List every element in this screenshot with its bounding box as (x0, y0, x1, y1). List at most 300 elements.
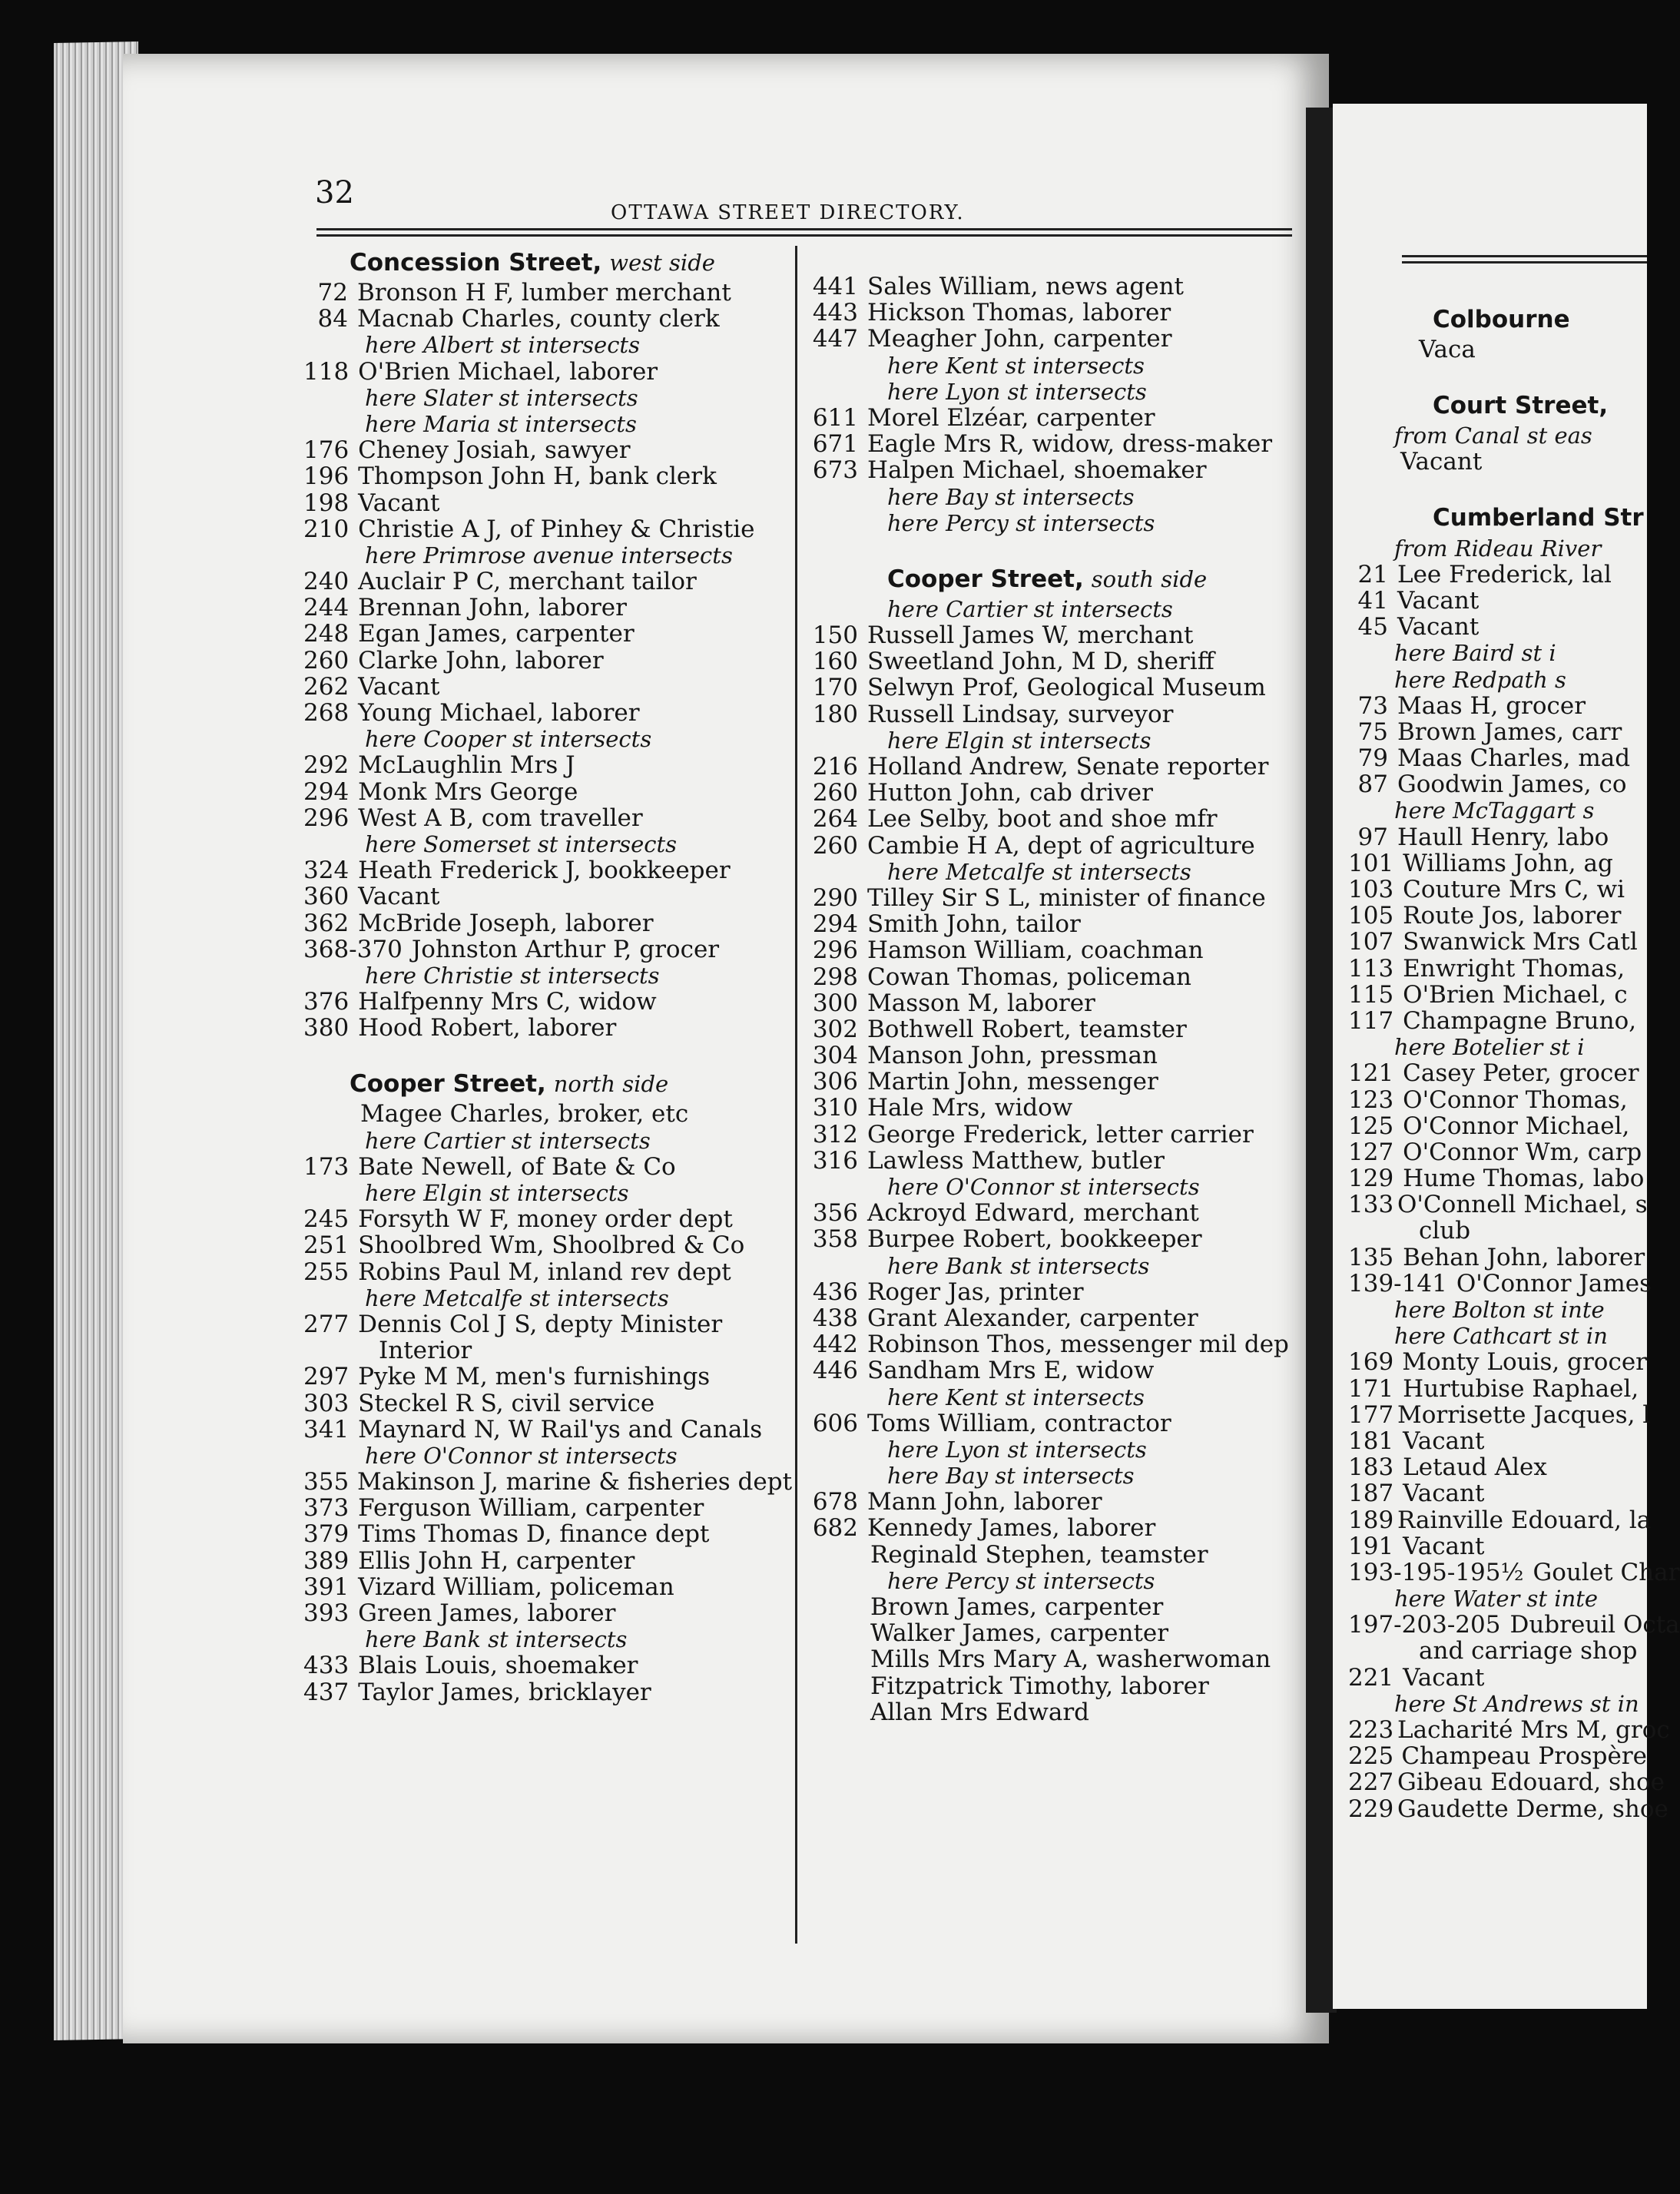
resident-entry: Clarke John, laborer (358, 646, 604, 674)
house-number: 87 (1357, 771, 1388, 799)
house-number: 682 (812, 1514, 858, 1543)
resident-entry: Mann John, laborer (867, 1488, 1102, 1516)
resident-entry: Haull Henry, labo (1397, 823, 1609, 851)
house-number: 180 (812, 700, 858, 728)
directory-entry (803, 300, 1294, 326)
house-number: 262 (303, 672, 350, 701)
house-number: 606 (812, 1409, 858, 1437)
intersection-note: here Bank st intersects (365, 1626, 628, 1653)
directory-entry (303, 568, 784, 595)
house-number: 294 (303, 777, 350, 806)
directory-entry (303, 1679, 784, 1705)
directory-entry (303, 1015, 784, 1041)
directory-entry (303, 700, 784, 726)
resident-entry: Champeau Prospère (1401, 1742, 1647, 1771)
house-number: 358 (812, 1225, 858, 1254)
resident-entry: Forsyth W F, money order dept (358, 1205, 733, 1234)
street-name: Colbourne (1433, 305, 1570, 333)
resident-entry: Kennedy James, laborer (867, 1514, 1156, 1543)
house-number: 75 (1357, 718, 1388, 746)
directory-entry (1348, 1139, 1647, 1165)
resident-entry: Maynard N, W Rail'ys and Canals (358, 1415, 763, 1443)
intersection-note: here Slater st intersects (365, 384, 638, 411)
house-number: 356 (812, 1199, 858, 1228)
directory-entry (303, 910, 784, 936)
resident-entry: O'Brien Michael, c (1403, 980, 1628, 1009)
house-number (803, 1646, 870, 1672)
resident-entry: Maas Charles, mad (1397, 744, 1631, 773)
resident-entry: Goulet Char (1533, 1558, 1680, 1586)
resident-entry: Cowan Thomas, policeman (867, 963, 1191, 991)
directory-entry (1348, 1480, 1647, 1506)
directory-entry (803, 1410, 1294, 1437)
street-heading (1348, 502, 1647, 535)
resident-entry: Selwyn Prof, Geological Museum (867, 674, 1266, 702)
directory-entry (803, 1673, 1294, 1699)
house-number: 447 (812, 325, 858, 353)
resident-entry: Bronson H F, lumber merchant (357, 279, 731, 307)
directory-entry (803, 457, 1294, 483)
directory-entry (303, 936, 784, 963)
directory-entry (303, 490, 784, 516)
directory-entry (1348, 1795, 1668, 1823)
resident-entry: Monty Louis, grocer (1402, 1348, 1647, 1377)
directory-entry (1348, 1165, 1647, 1191)
resident-entry: Egan James, carpenter (358, 620, 635, 648)
resident-entry: Sandham Mrs E, widow (867, 1357, 1155, 1385)
house-number: 193-195-195½ (1348, 1558, 1524, 1586)
house-number: 72 (317, 279, 348, 307)
street-name: Cumberland Str (1433, 504, 1644, 532)
house-number (803, 1594, 870, 1620)
directory-entry (803, 1148, 1294, 1174)
house-number: 268 (303, 699, 350, 727)
directory-entry (803, 780, 1294, 806)
resident-entry: Hood Robert, laborer (358, 1014, 617, 1042)
street-name: Cooper Street, (350, 1070, 546, 1099)
directory-entry (303, 883, 784, 910)
resident-entry: Casey Peter, grocer (1403, 1059, 1639, 1088)
resident-entry: O'Connell Michael, s (1397, 1191, 1648, 1219)
resident-entry: Burpee Robert, bookkeeper (867, 1225, 1202, 1254)
resident-entry: Blais Louis, shoemaker (358, 1652, 638, 1680)
street-name: Concession Street, (350, 248, 602, 277)
house-number: 393 (303, 1599, 350, 1627)
directory-entry (1348, 745, 1647, 771)
directory-entry (303, 1154, 784, 1180)
house-number: 227 (1348, 1768, 1394, 1797)
directory-entry (803, 405, 1294, 431)
street-heading (1348, 303, 1647, 336)
directory-entry (803, 1122, 1294, 1148)
directory-entry (303, 437, 784, 463)
resident-entry: Makinson J, marine & fisheries dept (357, 1468, 793, 1496)
directory-entry (803, 1042, 1294, 1069)
house-number: 73 (1357, 691, 1388, 720)
directory-entry (303, 779, 784, 805)
directory-entry (303, 857, 784, 883)
resident-entry: Goodwin James, co (1397, 771, 1627, 799)
intersection-note: here Baird st i (1394, 640, 1556, 667)
resident-entry: Vacant (1403, 1532, 1485, 1560)
resident-entry: Tilley Sir S L, minister of finance (867, 883, 1266, 912)
resident-entry: Russell James W, merchant (867, 621, 1194, 650)
house-number: 304 (812, 1042, 858, 1070)
resident-entry: George Frederick, letter carrier (867, 1120, 1254, 1148)
directory-entry (1348, 1400, 1651, 1429)
house-number: 260 (303, 646, 350, 674)
resident-entry: Hale Mrs, widow (867, 1094, 1073, 1122)
house-number: 177 (1348, 1400, 1394, 1429)
directory-entry (303, 1600, 784, 1626)
house-number: 117 (1348, 1006, 1394, 1035)
house-number: 302 (812, 1015, 858, 1043)
house-number: 433 (303, 1652, 350, 1680)
house-number: 221 (1348, 1663, 1394, 1692)
book-gutter (1306, 108, 1337, 2013)
resident-entry: Pyke M M, men's furnishings (358, 1363, 711, 1391)
resident-entry: Masson M, laborer (867, 989, 1095, 1017)
house-number: 216 (812, 753, 858, 780)
house-number: 191 (1348, 1532, 1394, 1560)
directory-entry (803, 1305, 1294, 1331)
intersection-note: here O'Connor st intersects (887, 1174, 1200, 1200)
house-number: 380 (303, 1014, 350, 1042)
directory-entry (803, 1620, 1294, 1646)
intersection-note: here Elgin st intersects (887, 727, 1151, 754)
resident-entry: Meagher John, carpenter (867, 325, 1172, 353)
entry-continuation: Interior (379, 1337, 472, 1365)
directory-entry (1348, 449, 1647, 475)
resident-entry: Auclair P C, merchant tailor (358, 568, 697, 596)
street-heading (303, 246, 784, 280)
section-spacer (1348, 277, 1647, 303)
house-number: 107 (1348, 928, 1394, 956)
house-number: 316 (812, 1146, 858, 1175)
house-number: 292 (303, 751, 350, 780)
house-number: 341 (303, 1415, 350, 1443)
resident-entry: Vacant (1403, 1427, 1485, 1455)
house-number: 183 (1348, 1453, 1394, 1482)
resident-entry: Vacant (358, 489, 440, 517)
directory-entry (1348, 719, 1647, 745)
directory-entry (1348, 1716, 1670, 1744)
street-side: north side (553, 1071, 669, 1098)
directory-entry (1348, 1506, 1652, 1534)
house-number: 210 (303, 515, 350, 543)
directory-entry (1348, 1087, 1647, 1113)
intersection-note: here Redpath s (1394, 666, 1566, 693)
directory-entry (803, 326, 1294, 352)
directory-entry (803, 990, 1294, 1016)
house-number: 673 (812, 456, 858, 485)
directory-entry (303, 1259, 784, 1285)
column-divider (795, 246, 797, 1944)
resident-entry: Hamson William, coachman (867, 936, 1204, 965)
directory-entry (1348, 1768, 1665, 1797)
house-number: 187 (1348, 1480, 1394, 1508)
house-number: 306 (812, 1068, 858, 1096)
directory-entry (1348, 693, 1647, 719)
resident-entry: Manson John, pressman (867, 1042, 1158, 1070)
street-side: west side (609, 249, 715, 276)
directory-entry (303, 1417, 784, 1443)
directory-entry (1348, 1244, 1647, 1271)
resident-entry: Steckel R S, civil service (358, 1389, 655, 1417)
house-number: 297 (303, 1363, 350, 1391)
resident-entry: Johnston Arthur P, grocer (411, 935, 720, 963)
house-number: 127 (1348, 1138, 1394, 1166)
directory-entry (1348, 588, 1647, 614)
resident-entry: O'Connor James (1456, 1269, 1652, 1298)
directory-entry (303, 1311, 784, 1337)
resident-entry: Thompson John H, bank clerk (358, 462, 717, 491)
resident-entry: Halpen Michael, shoemaker (867, 456, 1207, 485)
resident-entry: Maas H, grocer (1397, 691, 1586, 720)
directory-entry (1348, 771, 1647, 797)
house-number: 368-370 (303, 935, 403, 963)
directory-entry (803, 1542, 1294, 1568)
house-number: 277 (303, 1310, 350, 1338)
directory-entry (1348, 1113, 1647, 1139)
column-cumberland-street (1348, 277, 1680, 1823)
directory-entry (803, 911, 1294, 937)
house-number: 436 (812, 1278, 858, 1306)
resident-entry: Morel Elzéar, carpenter (867, 403, 1155, 432)
intersection-note: here Water st inte (1394, 1586, 1599, 1612)
house-number: 678 (812, 1488, 858, 1516)
header-rule-bottom (316, 234, 1292, 237)
resident-entry: Eagle Mrs R, widow, dress-maker (867, 430, 1273, 459)
directory-entry (803, 1331, 1294, 1357)
house-number: 312 (812, 1120, 858, 1148)
house-number: 251 (303, 1231, 350, 1260)
house-number: 125 (1348, 1112, 1394, 1140)
house-number: 296 (303, 804, 350, 832)
resident-entry: Sales William, news agent (867, 273, 1185, 300)
resident-entry: Route Jos, laborer (1403, 902, 1622, 930)
house-number: 442 (812, 1331, 858, 1359)
intersection-note: here Cartier st intersects (887, 595, 1173, 622)
resident-entry: Macnab Charles, county clerk (357, 305, 720, 333)
house-number: 133 (1348, 1191, 1394, 1219)
directory-entry (803, 1095, 1294, 1121)
resident-entry: Vacant (358, 672, 440, 701)
directory-entry (303, 359, 784, 385)
directory-entry (803, 622, 1294, 648)
street-name: Cooper Street, (887, 565, 1084, 593)
resident-entry: Smith John, tailor (867, 910, 1081, 939)
house-number: 443 (812, 299, 858, 327)
directory-entry (803, 833, 1294, 859)
resident-entry: Grant Alexander, carpenter (867, 1304, 1198, 1332)
resident-entry: Brennan John, laborer (358, 594, 627, 622)
house-number: 310 (812, 1094, 858, 1122)
directory-entry (303, 989, 784, 1015)
directory-entry (803, 273, 1294, 300)
right-page-rule-bottom (1402, 261, 1647, 263)
intersection-note: here Primrose avenue intersects (365, 542, 733, 568)
house-number: 360 (303, 883, 350, 911)
intersection-note: here Cathcart st in (1394, 1323, 1608, 1350)
resident-entry: Allan Mrs Edward (870, 1698, 1089, 1726)
house-number: 169 (1348, 1348, 1394, 1377)
house-number: 97 (1357, 823, 1388, 851)
resident-entry: Sweetland John, M D, sheriff (867, 648, 1214, 676)
directory-entry (803, 964, 1294, 990)
intersection-note: here Kent st intersects (887, 1384, 1145, 1410)
directory-entry (303, 1390, 784, 1417)
house-number: 298 (812, 963, 858, 991)
intersection-note: here Lyon st intersects (887, 378, 1147, 405)
street-heading (303, 1067, 784, 1101)
resident-entry: Hickson Thomas, laborer (867, 299, 1171, 327)
resident-entry: Williams John, ag (1403, 849, 1613, 877)
directory-entry (1348, 903, 1647, 929)
directory-entry (1348, 1349, 1647, 1375)
house-number: 324 (303, 857, 350, 885)
house-number: 84 (317, 305, 348, 333)
resident-entry: Swanwick Mrs Catl (1403, 928, 1638, 956)
resident-entry: Holland Andrew, Senate reporter (867, 753, 1269, 780)
resident-entry: Rainville Edouard, la (1397, 1506, 1652, 1534)
resident-entry: Robins Paul M, inland rev dept (358, 1258, 731, 1286)
house-number: 197-203-205 (1348, 1611, 1501, 1639)
resident-entry: Lacharité Mrs M, groc (1397, 1716, 1670, 1744)
house-number: 223 (1348, 1716, 1394, 1744)
column-cooper-south (803, 273, 1294, 1725)
resident-entry: Morrisette Jacques, l (1397, 1400, 1651, 1429)
resident-entry: Dennis Col J S, depty Minister (358, 1310, 723, 1338)
resident-entry: Hume Thomas, labo (1403, 1165, 1645, 1193)
house-number: 362 (303, 909, 350, 937)
street-side: south side (1091, 565, 1208, 592)
directory-entry (1348, 1611, 1680, 1639)
directory-entry (803, 431, 1294, 457)
directory-entry (803, 1279, 1294, 1305)
directory-entry (303, 674, 784, 700)
intersection-note: here Christie st intersects (365, 962, 660, 989)
resident-entry: Hurtubise Raphael, (1403, 1374, 1639, 1403)
directory-entry (303, 648, 784, 674)
directory-entry (303, 1468, 793, 1496)
house-number: 170 (812, 674, 858, 702)
resident-entry: Gibeau Edouard, shoe (1397, 1768, 1665, 1797)
intersection-note: here Somerset st intersects (365, 830, 678, 857)
directory-entry (1348, 1269, 1652, 1298)
house-number: 290 (812, 883, 858, 912)
directory-entry (1348, 1428, 1647, 1454)
directory-entry (303, 1101, 784, 1127)
resident-entry: Heath Frederick J, bookkeeper (358, 857, 731, 885)
directory-entry (1348, 850, 1647, 877)
directory-entry (803, 1069, 1294, 1095)
house-number: 103 (1348, 876, 1394, 903)
house-number: 101 (1348, 849, 1394, 877)
resident-entry: West A B, com traveller (358, 804, 643, 832)
house-number (803, 1699, 870, 1725)
directory-entry (303, 1364, 784, 1390)
house-number: 379 (303, 1520, 350, 1549)
resident-entry: Mills Mrs Mary A, washerwoman (870, 1646, 1271, 1674)
house-number: 240 (303, 568, 350, 596)
resident-entry: Enwright Thomas, (1403, 954, 1625, 983)
resident-entry: Halfpenny Mrs C, widow (358, 988, 657, 1016)
resident-entry: Vacant (1397, 586, 1480, 615)
resident-entry: Lee Selby, boot and shoe mfr (867, 805, 1218, 834)
house-number: 391 (303, 1573, 350, 1601)
directory-entry (1348, 824, 1647, 850)
resident-entry: Cheney Josiah, sawyer (358, 436, 631, 465)
house-number: 113 (1348, 954, 1394, 983)
intersection-note: here Albert st intersects (365, 332, 640, 359)
house-number: 160 (812, 648, 858, 676)
house-number: 135 (1348, 1243, 1394, 1271)
house-number: 189 (1348, 1506, 1394, 1534)
resident-entry: Vacant (1403, 1480, 1485, 1508)
street-heading (803, 562, 1294, 596)
house-number: 198 (303, 489, 350, 517)
resident-entry: Ferguson William, carpenter (358, 1494, 704, 1523)
house-number: 105 (1348, 902, 1394, 930)
house-number: 671 (812, 430, 858, 459)
resident-entry: Letaud Alex (1403, 1453, 1547, 1482)
resident-entry: Lee Frederick, lal (1397, 560, 1612, 588)
intersection-note: here Elgin st intersects (365, 1180, 629, 1206)
directory-entry (803, 885, 1294, 911)
intersection-note: here Kent st intersects (887, 352, 1145, 379)
resident-entry: Hutton John, cab driver (867, 779, 1153, 807)
resident-entry: Taylor James, bricklayer (358, 1678, 651, 1706)
house-number (1348, 449, 1400, 475)
resident-entry: Bate Newell, of Bate & Co (358, 1152, 676, 1181)
resident-entry: Shoolbred Wm, Shoolbred & Co (358, 1231, 745, 1260)
intersection-note: here Bay st intersects (887, 483, 1135, 510)
resident-entry: Martin John, messenger (867, 1068, 1158, 1096)
directory-entry (1348, 1060, 1647, 1086)
intersection-note: here O'Connor st intersects (365, 1442, 678, 1469)
directory-entry (303, 1521, 784, 1547)
resident-entry: Bothwell Robert, teamster (867, 1015, 1187, 1043)
resident-entry: Vacant (1403, 1663, 1485, 1692)
house-number: 150 (812, 621, 858, 650)
directory-entry (803, 1515, 1294, 1541)
entry-continuation: and carriage shop (1419, 1637, 1638, 1665)
resident-entry: Christie A J, of Pinhey & Christie (358, 515, 755, 543)
intersection-note: here Cartier st intersects (365, 1127, 651, 1154)
resident-entry: O'Connor Wm, carp (1403, 1138, 1642, 1166)
house-number: 244 (303, 594, 350, 622)
resident-entry: Russell Lindsay, surveyor (867, 700, 1174, 728)
directory-entry (1348, 1665, 1647, 1691)
directory-entry (803, 1016, 1294, 1042)
house-number: 255 (303, 1258, 350, 1286)
house-number: 45 (1357, 613, 1388, 641)
house-number (803, 1542, 870, 1568)
directory-entry (803, 1200, 1294, 1226)
directory-entry (803, 937, 1294, 963)
directory-entry (303, 752, 784, 778)
resident-entry: Tims Thomas D, finance dept (358, 1520, 710, 1549)
resident-entry: Magee Charles, broker, etc (360, 1100, 689, 1128)
house-number: 441 (812, 273, 858, 300)
intersection-note: from Rideau River (1394, 535, 1602, 562)
street-heading (1348, 389, 1647, 423)
resident-entry: Vacant (1400, 448, 1483, 476)
header-rule-top (316, 228, 1292, 230)
intersection-note: here Bay st intersects (887, 1463, 1135, 1490)
house-number: 123 (1348, 1085, 1394, 1114)
